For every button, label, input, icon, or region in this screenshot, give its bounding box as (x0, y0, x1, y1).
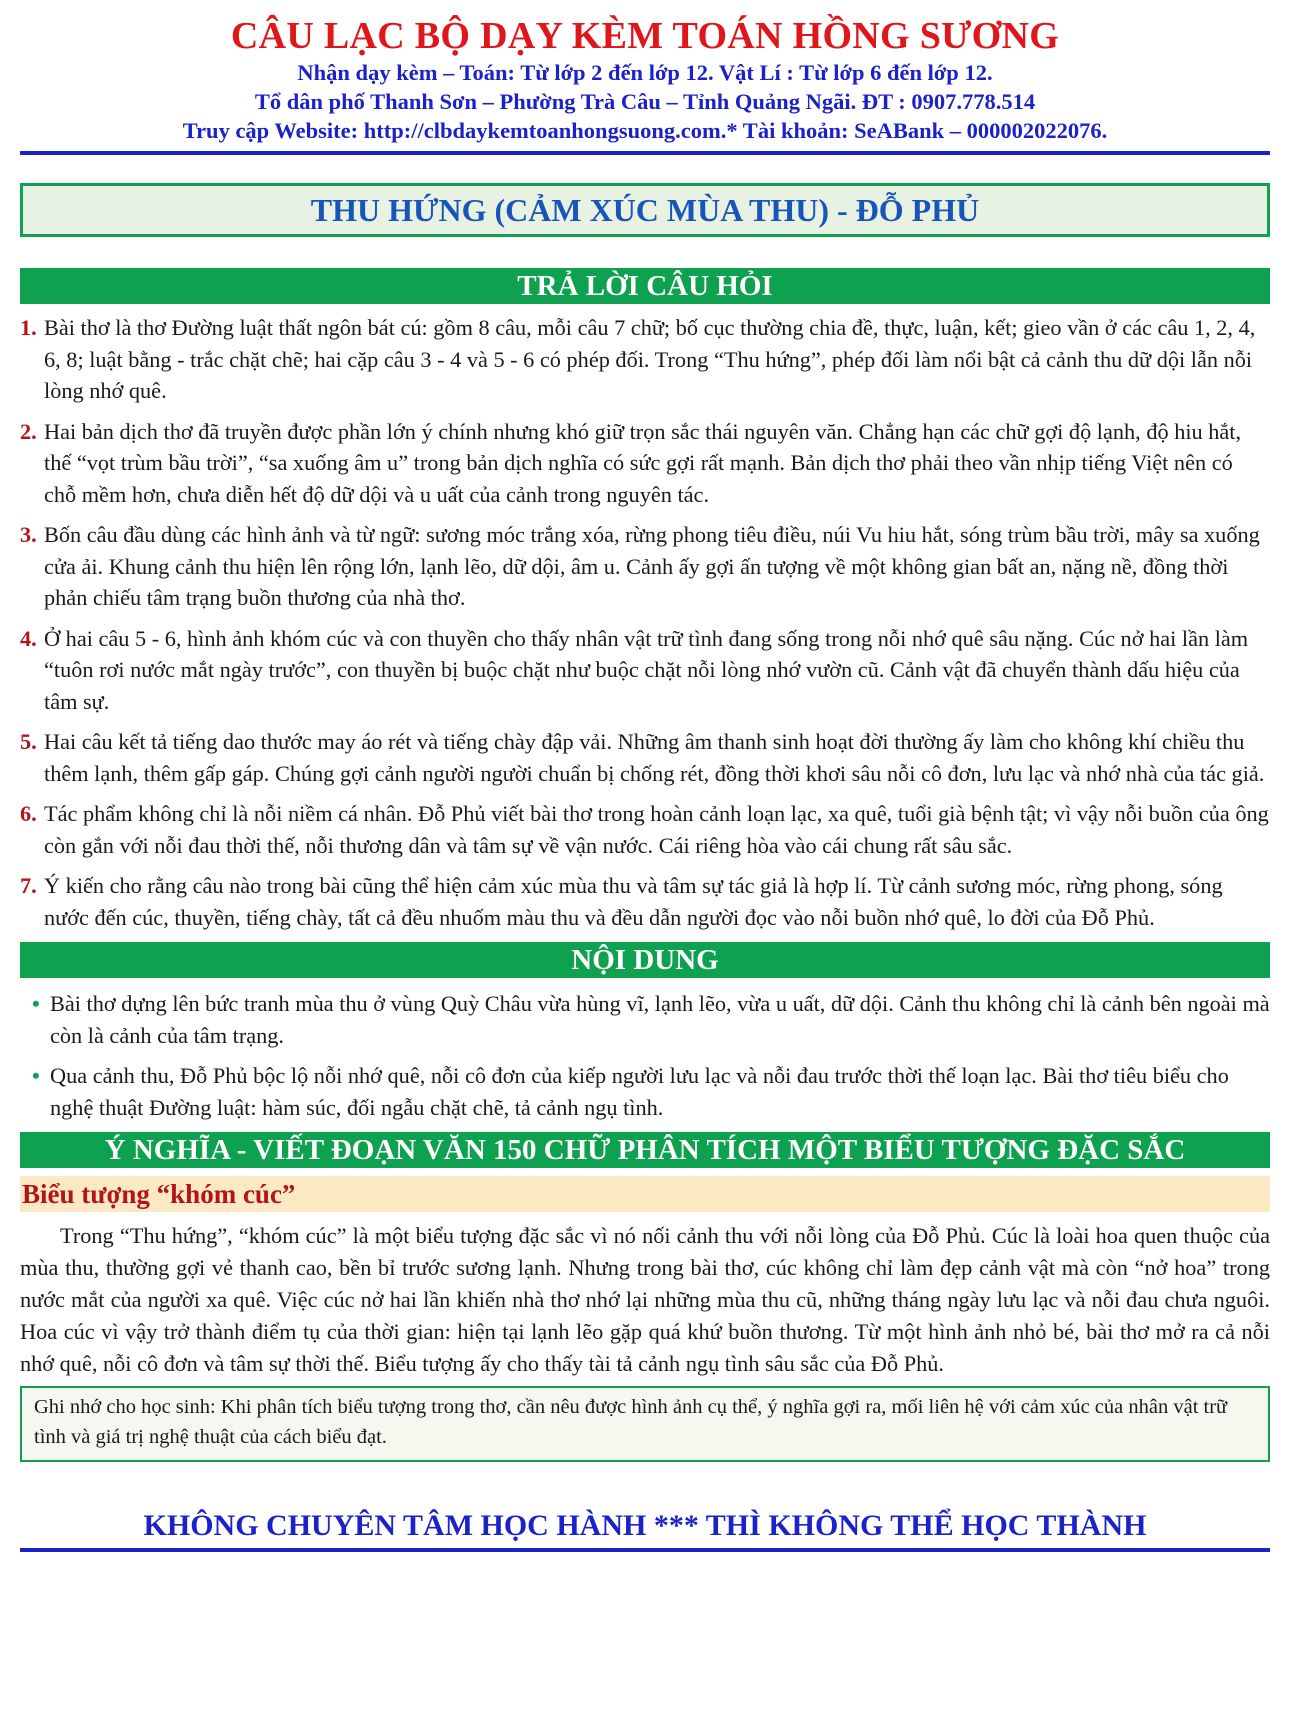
student-note: Ghi nhớ cho học sinh: Khi phân tích biểu tượng trong thơ, cần nêu được hình ảnh cụ thể, ý nghĩa gợi ra, mối liên hệ với cảm xúc của nhân vật trữ tình và giá trị nghệ thuật của cách biểu đạt. (20, 1386, 1270, 1462)
answer-item (20, 312, 1270, 407)
answer-number: 7. (20, 873, 37, 898)
symbol-subheading: Biểu tượng “khóm cúc” (20, 1176, 1270, 1212)
content-text: Qua cảnh thu, Đỗ Phủ bộc lộ nỗi nhớ quê, nỗi cô đơn của kiếp người lưu lạc và nỗi đau trước thời thế loạn lạc. Bài thơ tiêu biểu cho nghệ thuật Đường luật: hàm súc, đối ngẫu chặt chẽ, tả cảnh ngụ tình. (50, 1063, 1229, 1120)
footer-motto: KHÔNG CHUYÊN TÂM HỌC HÀNH *** THÌ KHÔNG THỂ HỌC THÀNH (143, 1509, 1147, 1542)
content-heading: NỘI DUNG (20, 942, 1270, 978)
answer-item (20, 798, 1270, 861)
header-divider (20, 151, 1270, 155)
answer-number: 5. (20, 729, 37, 754)
document-page (20, 0, 1270, 1552)
answer-text: Tác phẩm không chỉ là nỗi niềm cá nhân. Đỗ Phủ viết bài thơ trong hoàn cảnh loạn lạc, xa quê, tuổi già bệnh tật; vì vậy nỗi buồn của ông còn gắn với nỗi đau thời thế, nỗi thương dân và tâm sự về vận nước. Cái riêng hòa vào cái chung rất sâu sắc. (44, 801, 1269, 858)
club-name: CÂU LẠC BỘ DẠY KÈM TOÁN HỒNG SƯƠNG (230, 15, 1060, 57)
answer-text: Hai bản dịch thơ đã truyền được phần lớn ý chính nhưng khó giữ trọn sắc thái nguyên văn. Chẳng hạn các chữ gợi độ lạnh, độ hiu hắt, thế “vọt trùm bầu trời”, “sa xuống âm u” trong bản dịch nghĩa có sức gợi rất mạnh. Bản dịch thơ phải theo vần nhịp tiếng Việt nên có chỗ mềm hơn, chưa diễn hết độ dữ dội và u uất của cảnh trong nguyên tác. (44, 418, 1242, 507)
answer-item (20, 870, 1270, 933)
answer-text: Bài thơ là thơ Đường luật thất ngôn bát cú: gồm 8 câu, mỗi câu 7 chữ; bố cục thường chia đề, thực, luận, kết; gieo vần ở các câu 1, 2, 4, 6, 8; luật bằng - trắc chặt chẽ; hai cặp câu 3 - 4 và 5 - 6 có phép đối. Trong “Thu hứng”, phép đối làm nổi bật cả cảnh thu dữ dội lẫn nỗi lòng nhớ quê. (44, 315, 1256, 403)
tutoring-info: Nhận dạy kèm – Toán: Từ lớp 2 đến lớp 12. Vật Lí : Từ lớp 6 đến lớp 12. (297, 60, 993, 85)
answer-number: 1. (20, 315, 37, 340)
content-item (20, 988, 1270, 1051)
answer-text: Hai câu kết tả tiếng dao thước may áo rét và tiếng chày đập vải. Những âm thanh sinh hoạt đời thường ấy làm cho không khí chiều thu thêm lạnh, thêm gấp gáp. Chúng gợi cảnh người người chuẩn bị chống rét, đồng thời khơi sâu nỗi cô đơn, lưu lạc và nhớ nhà của tác giả. (44, 729, 1265, 786)
letterhead (20, 14, 1270, 145)
bullet-icon: • (32, 991, 40, 1016)
answers-heading: TRẢ LỜI CÂU HỎI (20, 268, 1270, 304)
answer-text: Bốn câu đầu dùng các hình ảnh và từ ngữ: sương móc trắng xóa, rừng phong tiêu điều, núi Vu hiu hắt, sóng trùm bầu trời, mây sa xuống cửa ải. Khung cảnh thu hiện lên rộng lớn, lạnh lẽo, dữ dội, âm u. Cảnh ấy gợi ấn tượng về một không gian bất an, nặng nề, đồng thời phản chiếu tâm trạng buồn thương của nhà thơ. (44, 522, 1260, 610)
answer-item (20, 623, 1270, 718)
content-text: Bài thơ dựng lên bức tranh mùa thu ở vùng Quỳ Châu vừa hùng vĩ, lạnh lẽo, vừa u uất, dữ dội. Cảnh thu không chỉ là cảnh bên ngoài mà còn là cảnh của tâm trạng. (50, 991, 1270, 1048)
answer-number: 4. (20, 625, 37, 651)
answer-item (20, 726, 1270, 789)
answers-list (20, 312, 1270, 933)
meaning-heading: Ý NGHĨA - VIẾT ĐOẠN VĂN 150 CHỮ PHÂN TÍCH MỘT BIỂU TƯỢNG ĐẶC SẮC (20, 1132, 1270, 1168)
address-phone: Tổ dân phố Thanh Sơn – Phường Trà Câu – Tỉnh Quảng Ngãi. ĐT : 0907.778.514 (254, 89, 1036, 114)
bullet-icon: • (32, 1063, 40, 1088)
answer-number: 6. (20, 801, 37, 826)
answer-text: Ý kiến cho rằng câu nào trong bài cũng thể hiện cảm xúc mùa thu và tâm sự tác giả là hợp lí. Từ cảnh sương móc, rừng phong, sóng nước đến cúc, thuyền, tiếng chày, tất cả đều nhuốm màu thu và đều dẫn người đọc vào nỗi buồn nhớ quê, lo đời của Đỗ Phủ. (44, 873, 1223, 930)
content-item (20, 1060, 1270, 1123)
website-account: Truy cập Website: http://clbdaykemtoanhongsuong.com.* Tài khoản: SeABank – 000002022076. (182, 118, 1108, 143)
answer-item (20, 519, 1270, 614)
footer-divider (20, 1548, 1270, 1552)
answer-text: Ở hai câu 5 - 6, hình ảnh khóm cúc và con thuyền cho thấy nhân vật trữ tình đang sống trong nỗi nhớ quê sâu nặng. Cúc nở hai lần làm “tuôn rơi nước mắt ngày trước”, con thuyền bị buộc chặt như buộc chặt nỗi lòng nhớ vườn cũ. Cảnh vật đã chuyển thành dấu hiệu của tâm sự. (44, 625, 1249, 714)
analysis-paragraph: Trong “Thu hứng”, “khóm cúc” là một biểu tượng đặc sắc vì nó nối cảnh thu với nỗi lòng của Đỗ Phủ. Cúc là loài hoa quen thuộc của mùa thu, thường gợi vẻ thanh cao, bền bỉ trước sương lạnh. Nhưng trong bài thơ, cúc không chỉ làm đẹp cảnh vật mà còn “nở hoa” trong nước mắt của người xa quê. Việc cúc nở hai lần khiến nhà thơ nhớ lại những mùa thu cũ, những tháng ngày lưu lạc và nỗi đau chưa nguôi. Hoa cúc vì vậy trở thành điểm tụ của thời gian: hiện tại lạnh lẽo gặp quá khứ buồn thương. Từ một hình ảnh nhỏ bé, bài thơ mở ra cả nỗi nhớ quê, nỗi cô đơn và tâm sự thời thế. Biểu tượng ấy cho thấy tài tả cảnh ngụ tình sâu sắc của Đỗ Phủ. (20, 1223, 1270, 1376)
answer-item (20, 416, 1270, 511)
answer-number: 2. (20, 418, 37, 444)
answer-number: 3. (20, 522, 37, 547)
document-title: THU HỨNG (CẢM XÚC MÙA THU) - ĐỖ PHỦ (20, 183, 1270, 237)
content-list (20, 988, 1270, 1123)
